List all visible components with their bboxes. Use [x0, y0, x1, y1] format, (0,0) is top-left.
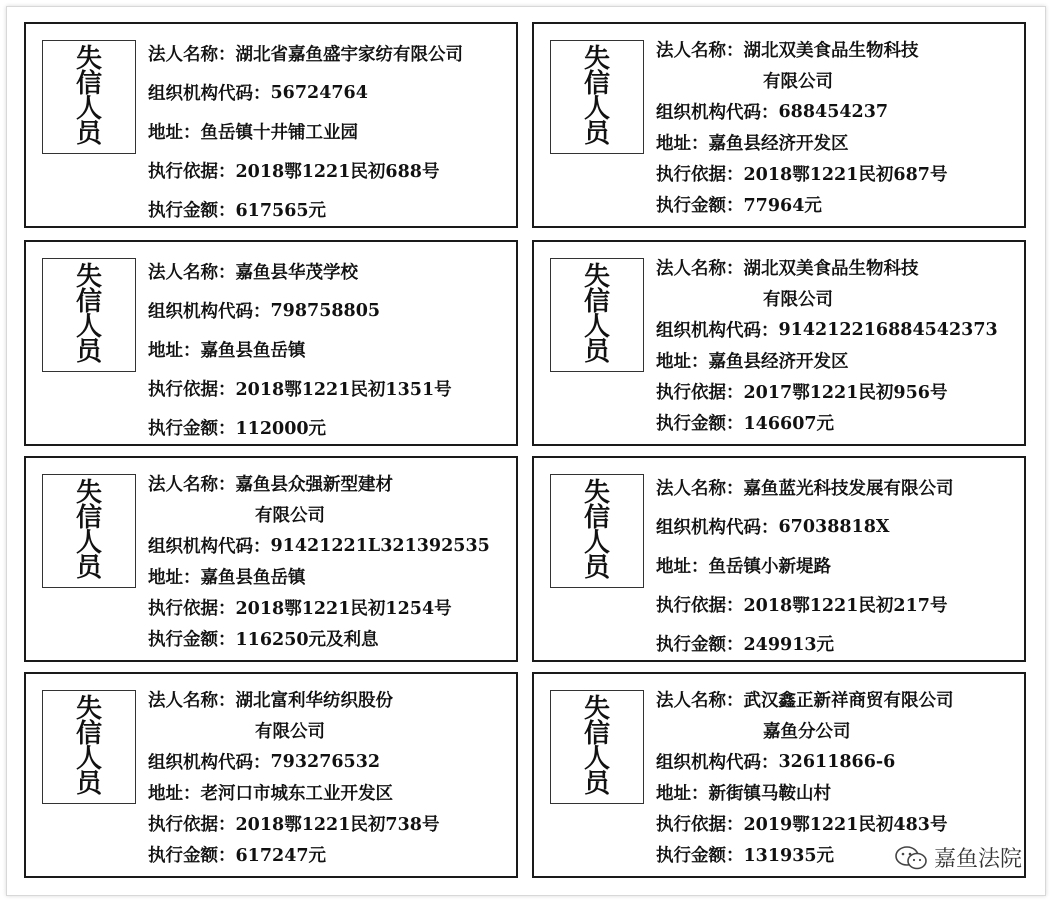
org-code-row: 组织机构代码： 798758805 — [148, 300, 381, 322]
dishonest-person-stamp: 失 信 人 员 — [550, 40, 644, 154]
legal-name-value: 湖北省嘉鱼盛宇家纺有限公司 — [235, 45, 463, 65]
org-code-value: 67038818X — [778, 516, 890, 537]
address-value: 鱼岳镇小新堤路 — [708, 557, 831, 577]
org-code-row: 组织机构代码： 56724764 — [148, 82, 368, 104]
legal-name-row: 法人名称： 嘉鱼县华茂学校 — [148, 252, 512, 291]
card-info — [656, 34, 1020, 220]
dishonest-person-card — [24, 456, 518, 662]
basis-value: 2018鄂1221民初217号 — [743, 596, 948, 616]
legal-name-continuation: 有限公司 — [763, 290, 833, 310]
org-code-row: 组织机构代码： 688454237 — [656, 101, 889, 123]
amount-value: 112000元 — [235, 419, 327, 439]
watermark-text: 嘉鱼法院 — [933, 847, 1022, 872]
address-row: 地址： 嘉鱼县经济开发区 — [656, 345, 1020, 376]
dishonest-person-card — [24, 22, 518, 228]
dishonest-person-card — [532, 22, 1026, 228]
dishonest-person-stamp: 失 信 人 员 — [42, 474, 136, 588]
amount-row: 执行金额： 617247元 — [148, 839, 512, 870]
org-code-value: 32611866-6 — [778, 751, 896, 772]
court-watermark — [894, 842, 1022, 873]
basis-row: 执行依据： 2018鄂1221民初1351号 — [148, 369, 512, 408]
address-value: 新街镇马鞍山村 — [708, 784, 831, 804]
org-code-value: 91421221L321392535 — [270, 535, 490, 556]
legal-name-continuation: 有限公司 — [255, 506, 325, 526]
address-row: 地址： 新街镇马鞍山村 — [656, 777, 1020, 808]
amount-row: 执行金额： 131935元 — [656, 839, 1020, 870]
basis-value: 2018鄂1221民初1351号 — [235, 380, 452, 400]
address-value: 嘉鱼县经济开发区 — [708, 134, 849, 154]
wechat-icon — [894, 845, 928, 871]
basis-value: 2017鄂1221民初956号 — [743, 383, 948, 403]
legal-name-value: 武汉鑫正新祥商贸有限公司 — [743, 691, 954, 711]
basis-row: 执行依据： 2017鄂1221民初956号 — [656, 376, 1020, 407]
address-value: 老河口市城东工业开发区 — [200, 784, 393, 804]
basis-row: 执行依据： 2018鄂1221民初687号 — [656, 158, 1020, 189]
legal-name-row: 法人名称： 湖北省嘉鱼盛宇家纺有限公司 — [148, 34, 512, 73]
address-row: 地址： 嘉鱼县鱼岳镇 — [148, 330, 512, 369]
address-row: 地址： 鱼岳镇十井铺工业园 — [148, 112, 512, 151]
legal-name-value: 嘉鱼县华茂学校 — [235, 263, 358, 283]
address-value: 鱼岳镇十井铺工业园 — [200, 123, 358, 143]
card-info — [148, 34, 512, 229]
amount-row: 执行金额： 112000元 — [148, 408, 512, 447]
legal-name-row: 法人名称： 湖北双美食品生物科技 — [656, 252, 1020, 283]
dishonest-person-stamp: 失 信 人 员 — [550, 258, 644, 372]
amount-row: 执行金额： 146607元 — [656, 407, 1020, 438]
dishonest-person-stamp: 失 信 人 员 — [42, 258, 136, 372]
org-code-row: 组织机构代码： 914212216884542373 — [656, 319, 998, 341]
legal-name-continuation: 有限公司 — [763, 72, 833, 92]
amount-value: 77964元 — [743, 196, 822, 216]
legal-name-row: 法人名称： 湖北双美食品生物科技 — [656, 34, 1020, 65]
card-info — [148, 468, 512, 654]
basis-value: 2018鄂1221民初687号 — [743, 165, 948, 185]
address-row: 地址： 嘉鱼县鱼岳镇 — [148, 561, 512, 592]
dishonest-person-stamp: 失 信 人 员 — [42, 40, 136, 154]
dishonest-person-card — [532, 240, 1026, 446]
card-info — [656, 468, 1020, 663]
org-code-value: 688454237 — [778, 101, 889, 122]
basis-value: 2018鄂1221民初1254号 — [235, 599, 452, 619]
address-row: 地址： 嘉鱼县经济开发区 — [656, 127, 1020, 158]
amount-value: 131935元 — [743, 846, 835, 866]
dishonest-person-card — [24, 240, 518, 446]
basis-value: 2019鄂1221民初483号 — [743, 815, 948, 835]
org-code-row: 组织机构代码： 32611866-6 — [656, 751, 896, 773]
address-value: 嘉鱼县经济开发区 — [708, 352, 849, 372]
legal-name-value: 嘉鱼县众强新型建材 — [235, 475, 393, 495]
amount-row: 执行金额： 116250元及利息 — [148, 623, 512, 654]
card-info — [148, 684, 512, 870]
legal-name-continuation: 嘉鱼分公司 — [763, 722, 851, 742]
dishonest-person-stamp: 失 信 人 员 — [550, 474, 644, 588]
dishonest-person-stamp: 失 信 人 员 — [42, 690, 136, 804]
org-code-value: 56724764 — [270, 82, 368, 103]
basis-row: 执行依据： 2018鄂1221民初738号 — [148, 808, 512, 839]
org-code-value: 914212216884542373 — [778, 319, 998, 340]
legal-name-continuation: 有限公司 — [255, 722, 325, 742]
basis-row: 执行依据： 2018鄂1221民初217号 — [656, 585, 1020, 624]
card-info — [148, 252, 512, 447]
address-row: 地址： 老河口市城东工业开发区 — [148, 777, 512, 808]
address-value: 嘉鱼县鱼岳镇 — [200, 341, 306, 361]
amount-row: 执行金额： 617565元 — [148, 190, 512, 229]
legal-name-value: 湖北富利华纺织股份 — [235, 691, 393, 711]
legal-name-row: 法人名称： 嘉鱼蓝光科技发展有限公司 — [656, 468, 1020, 507]
amount-value: 249913元 — [743, 635, 835, 655]
org-code-row: 组织机构代码： 793276532 — [148, 751, 381, 773]
org-code-value: 793276532 — [270, 751, 381, 772]
amount-value: 146607元 — [743, 414, 835, 434]
address-value: 嘉鱼县鱼岳镇 — [200, 568, 306, 588]
basis-value: 2018鄂1221民初688号 — [235, 162, 440, 182]
basis-row: 执行依据： 2018鄂1221民初688号 — [148, 151, 512, 190]
org-code-row: 组织机构代码： 67038818X — [656, 516, 890, 538]
amount-row: 执行金额： 249913元 — [656, 624, 1020, 663]
amount-value: 617565元 — [235, 201, 327, 221]
legal-name-row: 法人名称： 武汉鑫正新祥商贸有限公司 — [656, 684, 1020, 715]
amount-value: 116250元及利息 — [235, 630, 379, 650]
amount-row: 执行金额： 77964元 — [656, 189, 1020, 220]
legal-name-value: 湖北双美食品生物科技 — [743, 259, 919, 279]
legal-name-value: 嘉鱼蓝光科技发展有限公司 — [743, 479, 954, 499]
card-info — [656, 252, 1020, 438]
dishonest-person-stamp: 失 信 人 员 — [550, 690, 644, 804]
legal-name-value: 湖北双美食品生物科技 — [743, 41, 919, 61]
legal-name-row: 法人名称： 嘉鱼县众强新型建材 — [148, 468, 512, 499]
legal-name-row: 法人名称： 湖北富利华纺织股份 — [148, 684, 512, 715]
org-code-row: 组织机构代码： 91421221L321392535 — [148, 535, 490, 557]
address-row: 地址： 鱼岳镇小新堤路 — [656, 546, 1020, 585]
amount-value: 617247元 — [235, 846, 327, 866]
dishonest-person-card — [532, 456, 1026, 662]
basis-row: 执行依据： 2018鄂1221民初1254号 — [148, 592, 512, 623]
basis-row: 执行依据： 2019鄂1221民初483号 — [656, 808, 1020, 839]
dishonest-person-card — [24, 672, 518, 878]
org-code-value: 798758805 — [270, 300, 381, 321]
basis-value: 2018鄂1221民初738号 — [235, 815, 440, 835]
